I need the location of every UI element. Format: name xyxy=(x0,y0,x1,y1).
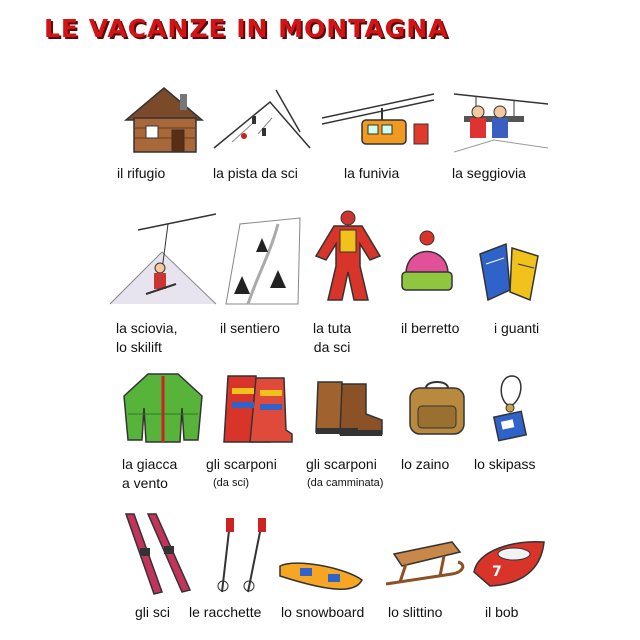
bobsled-icon xyxy=(470,532,550,592)
label-seggiovia: la seggiovia xyxy=(452,165,526,181)
label-scarponi-da-sci: gli scarponi xyxy=(206,456,277,472)
cable-car-icon xyxy=(322,90,434,150)
label-bob: il bob xyxy=(485,604,519,620)
trail-icon xyxy=(222,214,302,306)
snowboard-icon xyxy=(276,554,366,596)
chairlift-icon xyxy=(454,88,548,154)
backpack-icon xyxy=(404,380,470,438)
page-title: LE VACANZE IN MONTAGNA xyxy=(44,14,449,43)
label-racchette: le racchette xyxy=(189,604,262,620)
hiking-boots-icon xyxy=(312,378,384,438)
label-zaino: lo zaino xyxy=(401,456,450,472)
note-da-camminata: (da camminata) xyxy=(307,477,384,489)
ski-lift-icon xyxy=(108,212,218,308)
windbreaker-jacket-icon xyxy=(118,368,208,446)
label-snowboard: lo snowboard xyxy=(281,604,365,620)
svg-text:7: 7 xyxy=(492,564,502,580)
ski-slope-icon xyxy=(212,84,312,150)
label-tuta-da-sci: la tuta da sci xyxy=(313,320,352,355)
label-sciovia: la sciovia, lo skilift xyxy=(116,320,178,355)
label-sci: gli sci xyxy=(135,604,171,620)
label-sentiero: il sentiero xyxy=(220,320,280,336)
ski-boots-icon xyxy=(220,372,294,446)
label-guanti: i guanti xyxy=(494,320,540,336)
ski-pass-icon xyxy=(488,372,538,442)
note-da-sci: (da sci) xyxy=(213,477,250,489)
ski-poles-icon xyxy=(208,516,270,598)
label-scarponi-da-camminata: gli scarponi xyxy=(306,456,377,472)
label-rifugio: il rifugio xyxy=(117,165,166,181)
skis-icon xyxy=(118,510,198,596)
label-funivia: la funivia xyxy=(344,165,400,181)
label-pista-da-sci: la pista da sci xyxy=(213,165,298,181)
beanie-hat-icon xyxy=(398,230,456,296)
label-giacca-a-vento: la giacca a vento xyxy=(122,456,178,491)
label-skipass: lo skipass xyxy=(474,456,536,472)
sled-icon xyxy=(382,534,468,594)
gloves-icon xyxy=(476,234,546,306)
mountain-hut-icon xyxy=(120,80,208,158)
label-berretto: il berretto xyxy=(401,320,460,336)
label-slittino: lo slittino xyxy=(388,604,443,620)
ski-suit-icon xyxy=(310,210,386,306)
